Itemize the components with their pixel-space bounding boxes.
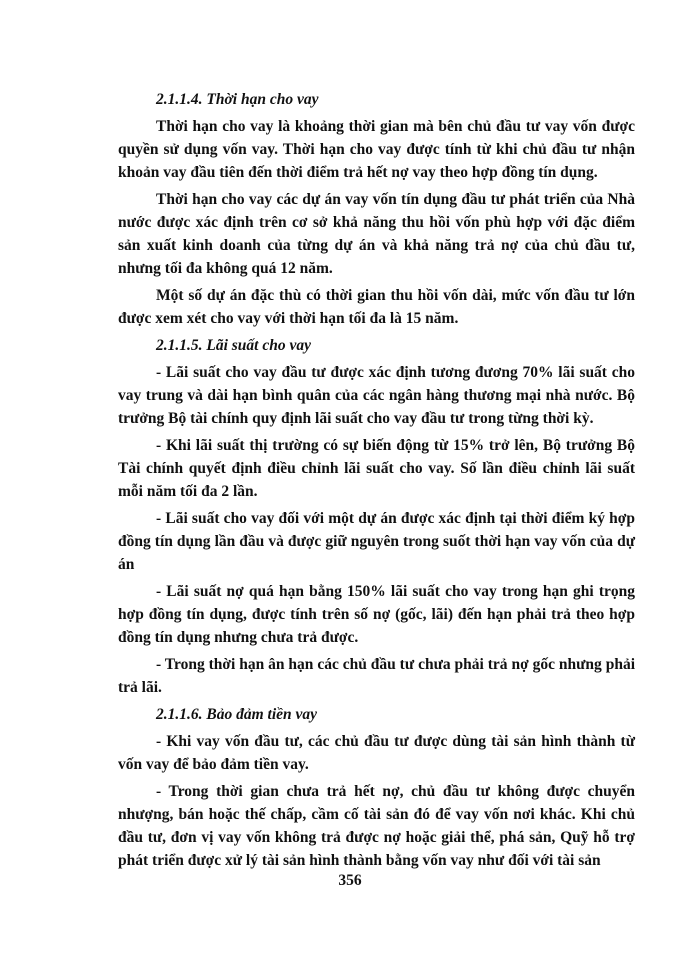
paragraph: Thời hạn cho vay là khoảng thời gian mà bên chủ đầu tư vay vốn được quyền sử dụng vốn vay. Thời hạn cho vay được tính từ khi chủ đầu tư nhận khoản vay đầu tiên đến thời điểm trả hết nợ vay theo hợp đồng tín dụng. [118, 118, 635, 181]
paragraph: - Khi vay vốn đầu tư, các chủ đầu tư được dùng tài sản hình thành từ vốn vay để bảo đảm tiền vay. [118, 733, 635, 773]
page-number: 356 [338, 872, 362, 889]
section-loan-term [118, 88, 635, 330]
section-heading: 2.1.1.6. Bảo đảm tiền vay [156, 706, 318, 723]
paragraph: - Trong thời gian chưa trả hết nợ, chủ đầu tư không được chuyển nhượng, bán hoặc thế chấp, cầm cố tài sản đó để vay vốn nơi khác. Khi chủ đầu tư, đơn vị vay vốn không trả được nợ hoặc giải thể, phá sản, Quỹ hỗ trợ phát triển được xử lý tài sản hình thành bằng vốn vay như đối với tài sản [118, 783, 635, 869]
document-page [118, 88, 635, 876]
paragraph: - Khi lãi suất thị trường có sự biến động từ 15% trở lên, Bộ trưởng Bộ Tài chính quyết định điều chỉnh lãi suất cho vay. Số lần điều chỉnh lãi suất mỗi năm tối đa 2 lần. [118, 437, 635, 500]
section-loan-guarantee [118, 703, 635, 872]
paragraph: - Lãi suất nợ quá hạn bằng 150% lãi suất cho vay trong hạn ghi trọng hợp đồng tín dụng, được tính trên số nợ (gốc, lãi) đến hạn phải trả theo hợp đồng tín dụng nhưng chưa trả được. [118, 583, 635, 646]
paragraph: Một số dự án đặc thù có thời gian thu hồi vốn dài, mức vốn đầu tư lớn được xem xét cho vay với thời hạn tối đa là 15 năm. [118, 287, 635, 327]
paragraph: - Lãi suất cho vay đối với một dự án được xác định tại thời điểm ký hợp đồng tín dụng lần đầu và được giữ nguyên trong suốt thời hạn vay vốn của dự án [118, 510, 635, 573]
section-heading: 2.1.1.4. Thời hạn cho vay [156, 91, 319, 108]
paragraph: Thời hạn cho vay các dự án vay vốn tín dụng đầu tư phát triển của Nhà nước được xác định trên cơ sở khả năng thu hồi vốn phù hợp với đặc điểm sản xuất kinh doanh của từng dự án và khả năng trả nợ của chủ đầu tư, nhưng tối đa không quá 12 năm. [118, 191, 635, 277]
paragraph: - Lãi suất cho vay đầu tư được xác định tương đương 70% lãi suất cho vay trung và dài hạn bình quân của các ngân hàng thương mại nhà nước. Bộ trưởng Bộ tài chính quy định lãi suất cho vay đầu tư trong từng thời kỳ. [118, 364, 635, 427]
paragraph: - Trong thời hạn ân hạn các chủ đầu tư chưa phải trả nợ gốc nhưng phải trả lãi. [118, 656, 635, 696]
section-heading: 2.1.1.5. Lãi suất cho vay [156, 337, 311, 354]
section-interest-rate [118, 334, 635, 699]
